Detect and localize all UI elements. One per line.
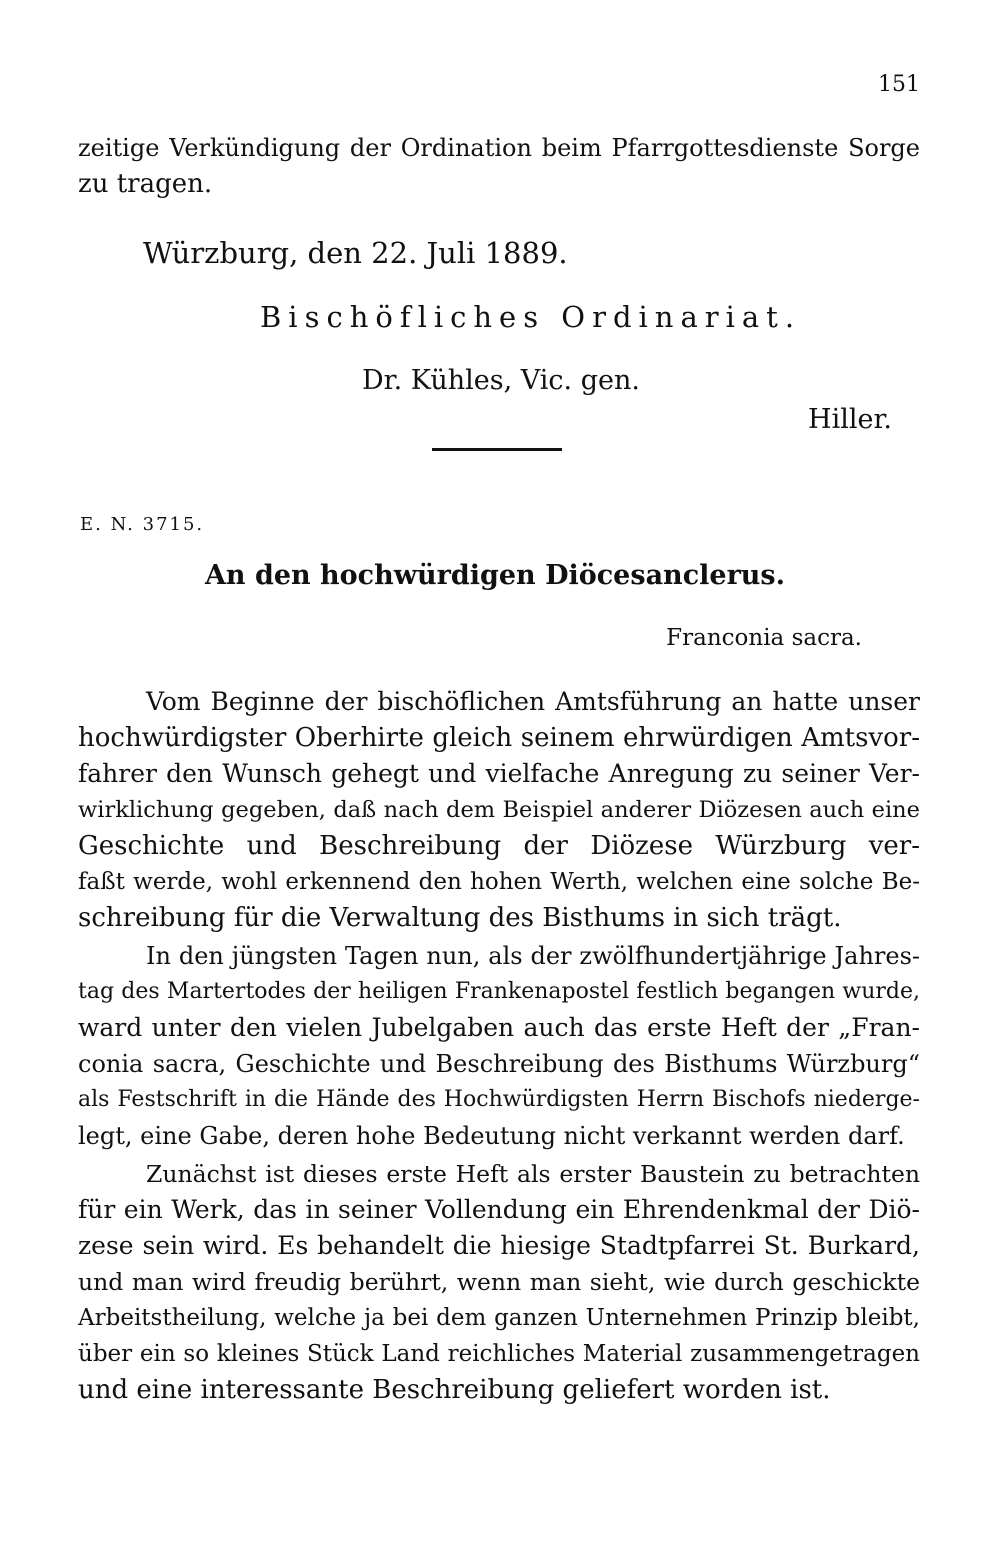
text-line: für ein Werk, das in seiner Vollendung ein Ehrendenkmal der Diö- bbox=[78, 1195, 920, 1224]
text-line: Vom Beginne der bischöflichen Amtsführung an hatte unser bbox=[146, 687, 920, 716]
text-line: Zunächst ist dieses erste Heft als erster Baustein zu betrachten bbox=[146, 1160, 920, 1188]
text-line: faßt werde, wohl erkennend den hohen Werth, welchen eine solche Be- bbox=[78, 869, 920, 895]
subject-line: Franconia sacra. bbox=[666, 625, 862, 651]
text-line: zeitige Verkündigung der Ordination beim Pfarrgottesdienste Sorge bbox=[78, 134, 920, 162]
reference-number: E. N. 3715. bbox=[80, 514, 205, 535]
text-line: hochwürdigster Oberhirte gleich seinem ehrwürdigen Amtsvor- bbox=[78, 723, 920, 753]
text-line: tag des Martertodes der heiligen Frankenapostel festlich begangen wurde, bbox=[78, 979, 920, 1004]
section-heading: An den hochwürdigen Diöcesanclerus. bbox=[204, 560, 786, 591]
text-line: über ein so kleines Stück Land reichliches Material zusammengetragen bbox=[78, 1341, 920, 1367]
text-line: conia sacra, Geschichte und Beschreibung des Bisthums Würzburg“ bbox=[78, 1050, 920, 1078]
text-line: ward unter den vielen Jubelgaben auch das erste Heft der „Fran- bbox=[78, 1013, 920, 1042]
section-divider bbox=[432, 448, 562, 451]
text-line: legt, eine Gabe, deren hohe Bedeutung nicht verkannt werden darf. bbox=[78, 1122, 905, 1150]
text-line: zu tragen. bbox=[78, 169, 213, 199]
text-line: zese sein wird. Es behandelt die hiesige Stadtpfarrei St. Burkard, bbox=[78, 1231, 920, 1260]
dateline: Würzburg, den 22. Juli 1889. bbox=[143, 236, 568, 270]
page-number: 151 bbox=[878, 72, 920, 97]
text-line: und man wird freudig berührt, wenn man sieht, wie durch geschickte bbox=[78, 1268, 920, 1296]
text-line: als Festschrift in die Hände des Hochwürdigsten Herrn Bischofs niederge- bbox=[78, 1087, 920, 1112]
text-line: wirklichung gegeben, daß nach dem Beispiel anderer Diözesen auch eine bbox=[78, 797, 920, 823]
text-line: und eine interessante Beschreibung geliefert worden ist. bbox=[78, 1375, 831, 1405]
text-line: fahrer den Wunsch gehegt und vielfache Anregung zu seiner Ver- bbox=[78, 759, 920, 788]
text-line: In den jüngsten Tagen nun, als der zwölfhundertjährige Jahres- bbox=[146, 942, 920, 970]
text-line: Geschichte und Beschreibung der Diözese Würzburg ver- bbox=[78, 831, 920, 861]
text-line: schreibung für die Verwaltung des Bisthums in sich trägt. bbox=[78, 903, 842, 933]
issuing-authority: Bischöfliches Ordinariat. bbox=[260, 300, 802, 334]
text-line: Arbeitstheilung, welche ja bei dem ganzen Unternehmen Prinzip bleibt, bbox=[78, 1305, 920, 1331]
signature-primary: Dr. Kühles, Vic. gen. bbox=[362, 365, 640, 396]
signature-secondary: Hiller. bbox=[808, 404, 892, 435]
